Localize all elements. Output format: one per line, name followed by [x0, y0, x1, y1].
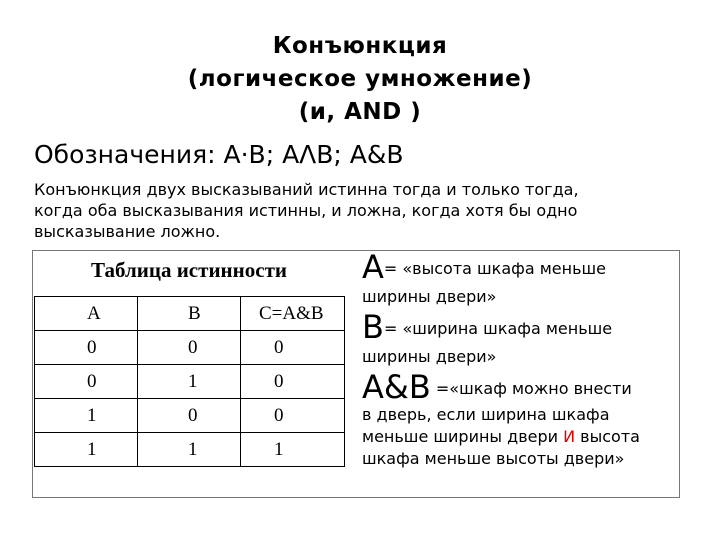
table-cell: 1 [138, 433, 241, 467]
table-row [35, 365, 345, 399]
example-ab-line-4: шкафа меньше высоты двери» [362, 449, 625, 468]
example-a-line-2: ширины двери» [362, 287, 497, 306]
example-panel [362, 248, 678, 470]
table-cell: 0 [35, 331, 138, 365]
example-ab-line-2: в дверь, если ширина шкафа [362, 405, 610, 424]
header-cell-a: A [35, 297, 138, 331]
table-row [35, 331, 345, 365]
table-cell: 0 [241, 399, 345, 433]
truth-table-panel [34, 252, 354, 494]
equals-sign: = [383, 259, 398, 278]
equals-sign: = [383, 319, 398, 338]
table-row [35, 433, 345, 467]
definition-line-3: высказывание ложно. [34, 222, 221, 241]
table-cell: 1 [138, 365, 241, 399]
example-ab-text: =«шкаф можно внести [430, 379, 632, 398]
example-ab-text-3a: меньше ширины двери [362, 427, 564, 446]
definition-line-1: Конъюнкция двух высказываний истинна тогда и только тогда, [34, 180, 579, 199]
table-cell: 0 [138, 399, 241, 433]
table-cell: 1 [35, 433, 138, 467]
symbol-b: B [362, 308, 384, 346]
title-line-1: Конъюнкция [272, 33, 448, 59]
highlight-and-word: И [563, 427, 576, 446]
table-cell: 1 [35, 399, 138, 433]
example-b-text: «ширина шкафа меньше [397, 319, 613, 338]
table-cell: 0 [138, 331, 241, 365]
example-ab-text-3b: высота [575, 427, 640, 446]
table-row [35, 399, 345, 433]
truth-table-caption: Таблица истинности [91, 258, 287, 282]
table-cell: 0 [241, 331, 345, 365]
table-cell: 0 [35, 365, 138, 399]
table-cell: 0 [241, 365, 345, 399]
notation-line: Обозначения: A·B; AΛB; A&B [34, 140, 404, 169]
header-cell-b: B [138, 297, 241, 331]
truth-table-header-row [35, 297, 345, 331]
definition-line-2: когда оба высказывания истинны, и ложна, когда хотя бы одно [34, 201, 578, 220]
symbol-a: A [362, 248, 384, 286]
slide-title [100, 30, 620, 129]
example-a-text: «высота шкафа меньше [397, 259, 606, 278]
title-line-2: (логическое умножение) [187, 66, 533, 92]
definition-text [34, 179, 674, 242]
title-line-3: (и, AND ) [298, 99, 422, 125]
example-b-line-1 [362, 308, 678, 346]
truth-table [34, 296, 345, 467]
example-ab-line-1 [362, 368, 678, 406]
header-cell-c: C=A&B [241, 297, 345, 331]
example-a-line-1 [362, 248, 678, 286]
table-cell: 1 [241, 433, 345, 467]
example-ab-line-3 [362, 426, 678, 448]
symbol-a-and-b: A&B [362, 368, 431, 406]
example-b-line-2: ширины двери» [362, 347, 497, 366]
